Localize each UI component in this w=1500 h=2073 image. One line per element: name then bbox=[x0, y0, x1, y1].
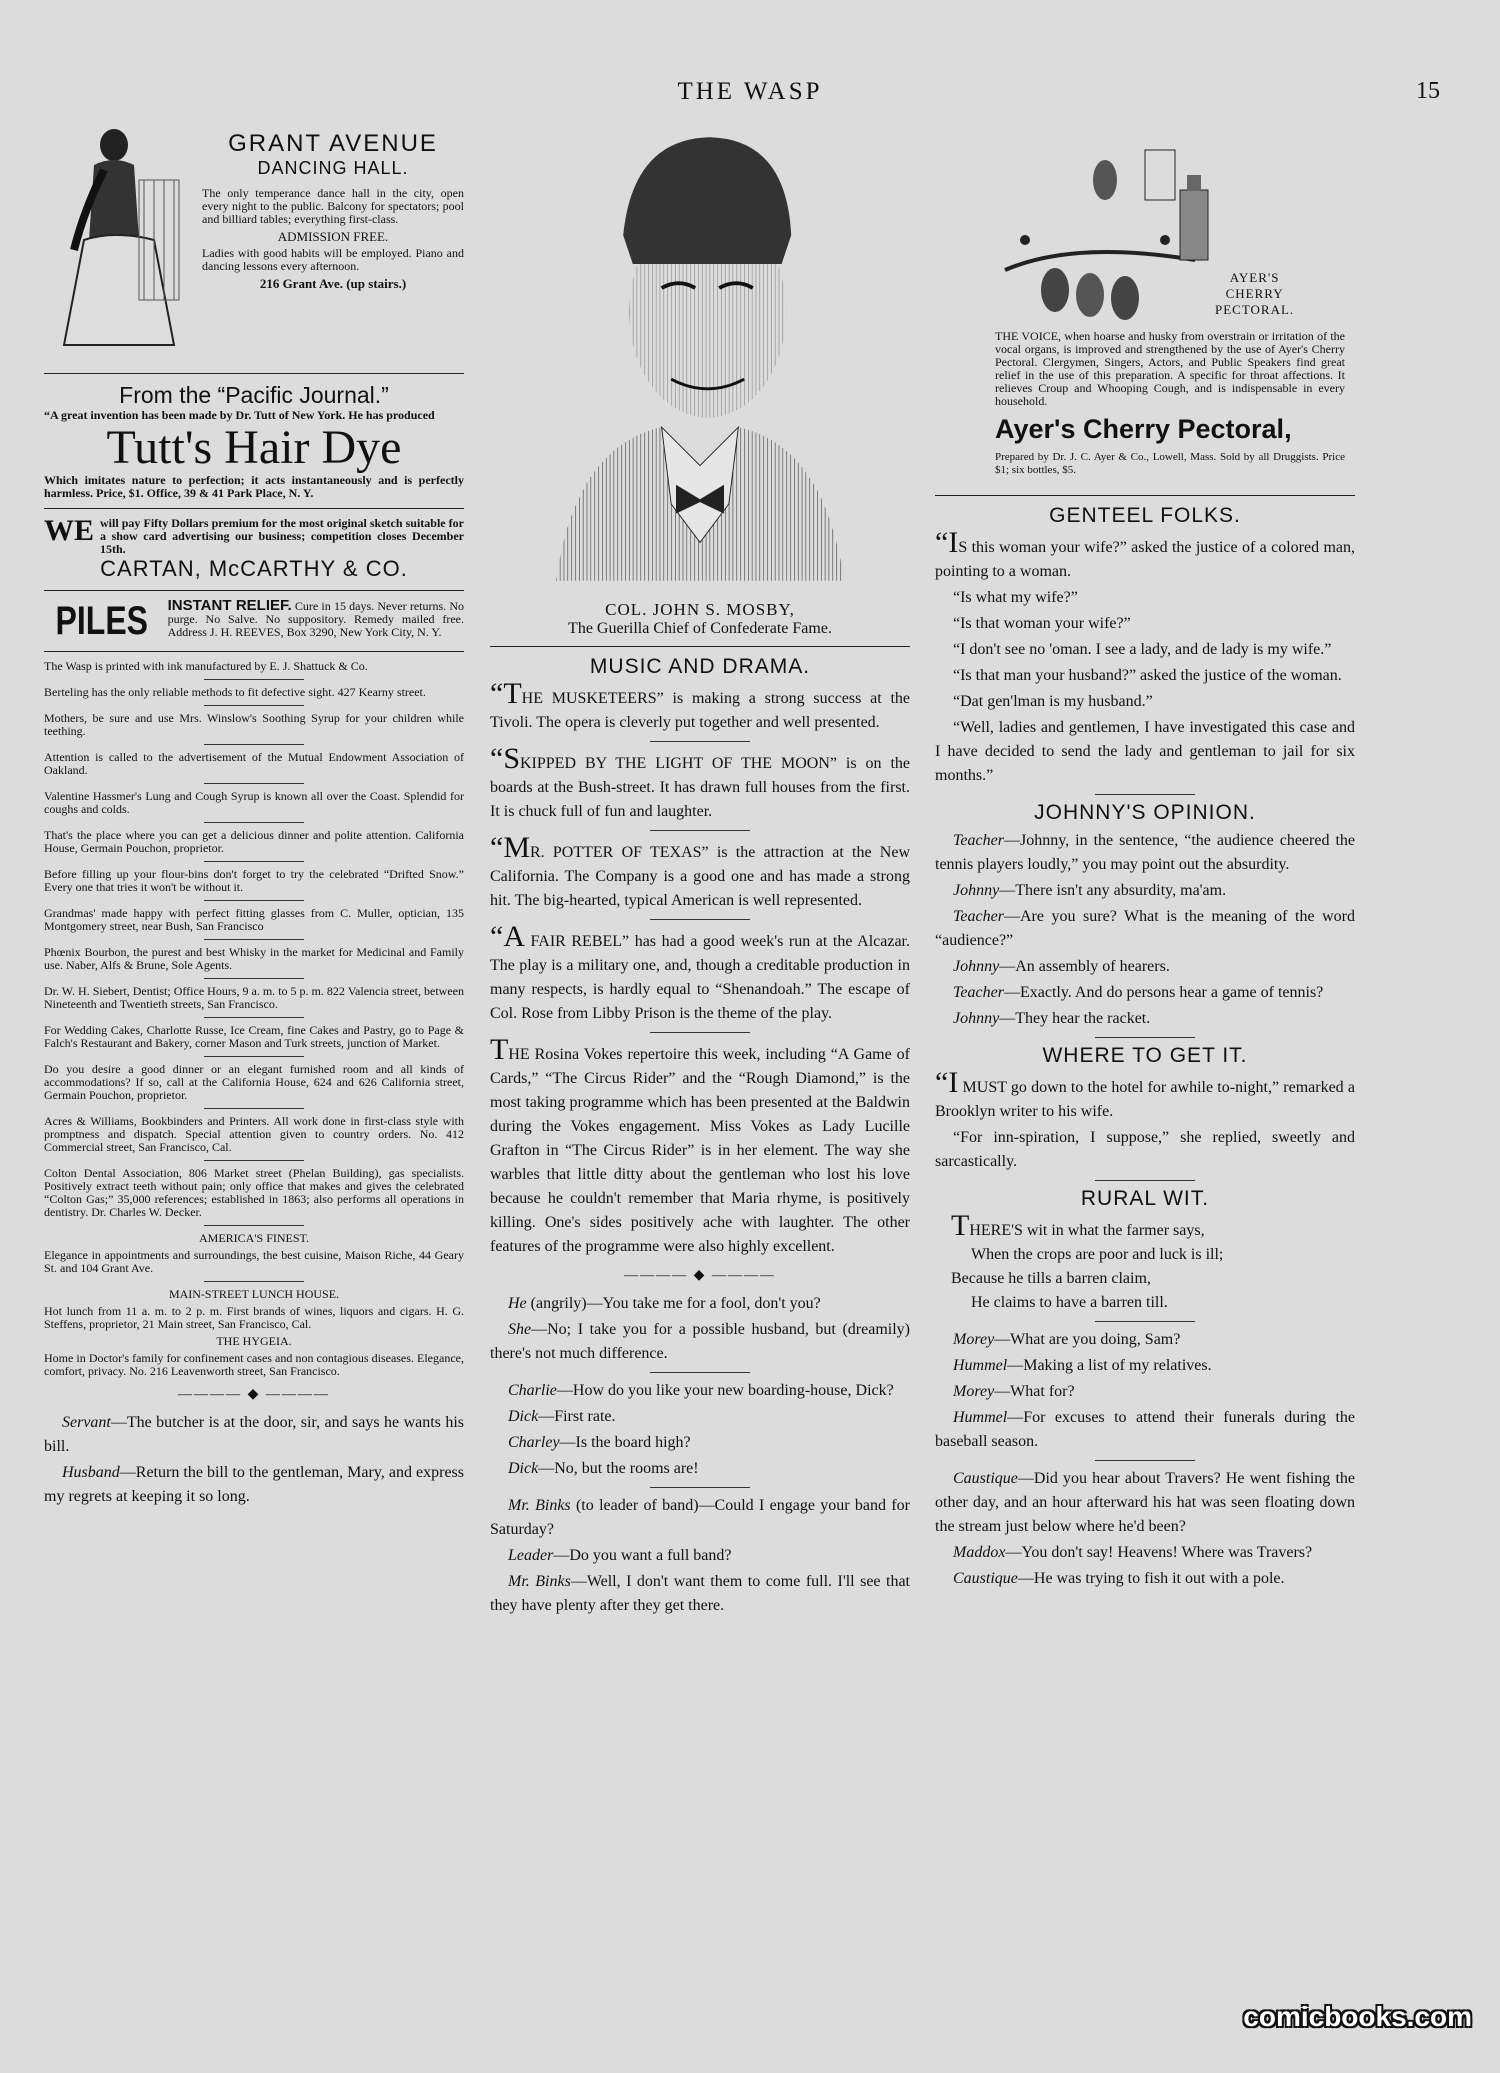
mosby-portrait bbox=[550, 120, 850, 600]
watermark: comicbooks.com bbox=[1243, 2001, 1472, 2032]
page-number: 15 bbox=[1416, 78, 1440, 104]
notice-item: Do you desire a good dinner or an elegant furnished room and all kinds of accommodations? If so, call at the California House, 624 and 626 California street, Germain Pouchon, proprietor. bbox=[44, 1062, 464, 1102]
grant-address: 216 Grant Ave. (up stairs.) bbox=[259, 276, 407, 291]
heading-music-drama: MUSIC AND DRAMA. bbox=[589, 655, 811, 678]
notice-item: That's the place where you can get a delicious dinner and polite attention. California House, Germain Pouchon, proprietor. bbox=[44, 828, 464, 855]
dancing-couple-illustration bbox=[44, 120, 194, 350]
notice-list bbox=[44, 660, 464, 1378]
joke-caustique: Caustique—Did you hear about Travers? He went fishing the other day, and an hour afterward his hat was seen floating down the stream just below where he'd been? Maddox—You don't say! Heavens! Where was Travers? Caustique—He was trying to fish it out with a pole. bbox=[935, 1470, 1355, 1587]
ayer-body: THE VOICE, when hoarse and husky from overstrain or irritation of the vocal organs, is improved and strengthened by the use of Ayer's Cherry Pectoral. Clergymen, Singers, Actors, and Public Speakers find great relief in the use of this preparation. A specific for throat affections. It relieves Croup and Whooping Cough, and is indispensable in every household. bbox=[995, 329, 1345, 408]
joke-servant: Servant—The butcher is at the door, sir, and says he wants his bill. Husband—Return the bill to the gentleman, Mary, and express my regrets at keeping it so long. bbox=[44, 1414, 464, 1505]
notice-item: Dr. W. H. Siebert, Dentist; Office Hours, 9 a. m. to 5 p. m. 822 Valencia street, between Nineteenth and Twentieth streets, San Francisco. bbox=[44, 984, 464, 1011]
piles-title: PILES bbox=[55, 599, 149, 643]
tutt-source: From the “Pacific Journal.” bbox=[119, 382, 389, 408]
birds-bottle-illustration bbox=[995, 120, 1215, 330]
running-title: THE WASP bbox=[677, 78, 823, 105]
ornament-divider: ———— ◆ ———— bbox=[624, 1268, 776, 1283]
cartan-name: CARTAN, McCARTHY & CO. bbox=[100, 556, 408, 581]
heading-where: WHERE TO GET IT. bbox=[1042, 1044, 1248, 1067]
mainst-title: MAIN-STREET LUNCH HOUSE. bbox=[168, 1287, 340, 1301]
column-drama bbox=[490, 120, 910, 1620]
ad-grant-avenue bbox=[44, 120, 464, 365]
ayer-footer: Prepared by Dr. J. C. Ayer & Co., Lowell, Mass. Sold by all Druggists. Price $1; six bottles, $5. bbox=[995, 451, 1345, 476]
notice-item: Grandmas' made happy with perfect fitting glasses from C. Muller, optician, 135 Montgomery street, near Bush, San Francisco bbox=[44, 906, 464, 933]
heading-genteel: GENTEEL FOLKS. bbox=[1049, 504, 1241, 527]
ayer-title: Ayer's Cherry Pectoral, bbox=[995, 414, 1292, 444]
joke-morey: Morey—What are you doing, Sam? Hummel—Making a list of my relatives. Morey—What for? Hummel—For excuses to attend their funerals during the baseball season. bbox=[935, 1331, 1355, 1450]
ad-cartan bbox=[44, 514, 464, 582]
hygeia-title: THE HYGEIA. bbox=[216, 1334, 292, 1348]
ayer-label-2: CHERRY bbox=[1225, 286, 1284, 301]
notice-item: Attention is called to the advertisement of the Mutual Endowment Association of Oakland. bbox=[44, 750, 464, 777]
grant-title: GRANT AVENUE bbox=[228, 130, 438, 157]
johnny-article: Teacher—Johnny, in the sentence, “the audience cheered the tennis players loudly,” you may point out the absurdity. Johnny—There isn't any absurdity, ma'am. Teacher—Are you sure? What is the meaning of the word “audience?” Johnny—An assembly of hearers. Teacher—Exactly. And do persons hear a game of tennis? Johnny—They hear the racket. bbox=[935, 832, 1355, 1027]
column-ads bbox=[44, 120, 464, 1511]
joke-boarding: Charlie—How do you like your new boarding-house, Dick? Dick—First rate. Charley—Is the board high? Dick—No, but the rooms are! bbox=[508, 1382, 894, 1477]
ad-piles bbox=[44, 599, 464, 643]
where-article: “I MUST go down to the hotel for awhile to-night,” remarked a Brooklyn writer to his wife. “For inn-spiration, I suppose,” she replied, sweetly and sarcastically. bbox=[935, 1066, 1355, 1170]
notice-item: Before filling up your flour-bins don't forget to try the celebrated “Drifted Snow.” Every one that tries it won't be without it. bbox=[44, 867, 464, 894]
ad-tutt bbox=[44, 382, 464, 500]
grant-subtitle: DANCING HALL. bbox=[257, 158, 409, 178]
cartan-body: will pay Fifty Dollars premium for the most original sketch suitable for a show card advertising our business; competition closes December 15th. bbox=[100, 516, 464, 556]
notice-item: The Wasp is printed with ink manufactured by E. J. Shattuck & Co. bbox=[44, 659, 368, 673]
notice-item: Colton Dental Association, 806 Market street (Phelan Building), gas specialists. Positively extract teeth without pain; only office that makes and gives the celebrated “Colton Gas;” 35,000 references; established in 1863; also performs all operations in dentistry. Dr. Charles W. Decker. bbox=[44, 1166, 464, 1219]
ad-ayer bbox=[935, 120, 1355, 477]
mainst-body: Hot lunch from 11 a. m. to 2 p. m. First brands of wines, liquors and cigars. H. G. Steffens, proprietor, 21 Main street, San Francisco, Cal. bbox=[44, 1304, 464, 1331]
notice-item: For Wedding Cakes, Charlotte Russe, Ice Cream, fine Cakes and Pastry, go to Page & Falch's Restaurant and Bakery, corner Mason and Turk streets, junction of Market. bbox=[44, 1023, 464, 1050]
cartan-we: WE bbox=[44, 514, 95, 547]
rural-verse: THERE'S wit in what the farmer says, When the crops are poor and luck is ill; Because he tills a barren claim, He claims to have a barren till. bbox=[951, 1209, 1224, 1311]
tutt-desc: Which imitates nature to perfection; it acts instantaneously and is perfectly harmless. Price, $1. Office, 39 & 41 Park Place, N. Y. bbox=[44, 473, 464, 500]
grant-body: The only temperance dance hall in the city, open every night to the public. Balcony for spectators; pool and billiard tables; everything first-class. bbox=[202, 186, 464, 226]
portrait-caption-name: COL. JOHN S. MOSBY, bbox=[605, 600, 795, 619]
column-humor bbox=[935, 120, 1355, 1593]
grant-admission: ADMISSION FREE. bbox=[277, 229, 389, 244]
tutt-intro: “A great invention has been made by Dr. Tutt of New York. He has produced bbox=[44, 408, 435, 422]
heading-rural: RURAL WIT. bbox=[1080, 1187, 1210, 1210]
heading-johnny: JOHNNY'S OPINION. bbox=[1034, 801, 1256, 824]
ayer-label-1: AYER'S bbox=[1229, 270, 1280, 285]
piles-lead: INSTANT RELIEF. bbox=[167, 597, 292, 614]
notice-item: Berteling has the only reliable methods to fit defective sight. 427 Kearny street. bbox=[44, 685, 426, 699]
notice-item: Acres & Williams, Bookbinders and Printers. All work done in first-class style with promptness and dispatch. Special attention given to country orders. No. 412 Commercial street, San Francisco, Cal. bbox=[44, 1114, 464, 1154]
notice-item: Valentine Hassmer's Lung and Cough Syrup is known all over the Coast. Splendid for coughs and colds. bbox=[44, 789, 464, 816]
portrait-caption-title: The Guerilla Chief of Confederate Fame. bbox=[568, 620, 832, 637]
tutt-title: Tutt's Hair Dye bbox=[106, 421, 402, 474]
hygeia-body: Home in Doctor's family for confinement cases and non contagious diseases. Elegance, comfort, privacy. No. 216 Leavenworth street, San Francisco. bbox=[44, 1351, 464, 1378]
ayer-label-3: PECTORAL. bbox=[1215, 302, 1295, 317]
joke-fool: He (angrily)—You take me for a fool, don't you? She—No; I take you for a possible husband, but (dreamily) there's not much difference. bbox=[490, 1295, 910, 1362]
america-title: AMERICA'S FINEST. bbox=[199, 1231, 309, 1245]
drama-article: “THE MUSKETEERS” is making a strong success at the Tivoli. The opera is cleverly put together and well presented. “SKIPPED BY THE LIGHT OF THE MOON” is on the boards at the Bush-street. It has drawn full houses from the first. It is chuck full of fun and laughter. “MR. POTTER OF TEXAS” is the attraction at the New California. The Company is a good one and has made a strong hit. The big-hearted, typical American is well represented. “A FAIR REBEL” has had a good week's run at the Alcazar. The play is a military one, and, though a creditable production in many respects, is hardly equal to “Shenandoah.” The escape of Col. Rose from Libby Prison is the theme of the play. THE Rosina Vokes repertoire this week, including “A Game of Cards,” “The Circus Rider” and the “Rough Diamond,” is the most taking programme which has been presented at the Baldwin during the Vokes engagement. Miss Vokes as Lady Lucille Grafton in “The Circus Rider” is in her element. The way she warbles that little ditty about the gentleman who lost his love because he couldn't remember that Maria rhyme, is positively killing. One's sides positively ache with laughter. The other features of the programme were also highly excellent. bbox=[490, 677, 910, 1255]
genteel-article: “IS this woman your wife?” asked the justice of a colored man, pointing to a woman. “Is what my wife?” “Is that woman your wife?” “I don't see no 'oman. I see a lady, and de lady is my wife.” “Is that man your husband?” asked the justice of the woman. “Dat gen'lman is my husband.” “Well, ladies and gentlemen, I have investigated this case and I have decided to send the lady and gentleman to jail for six months.” bbox=[935, 526, 1355, 784]
america-body: Elegance in appointments and surroundings, the best cuisine, Maison Riche, 44 Geary St. and 104 Grant Ave. bbox=[44, 1248, 464, 1275]
grant-ladies: Ladies with good habits will be employed. Piano and dancing lessons every afternoon. bbox=[202, 246, 464, 273]
notice-item: Phœnix Bourbon, the purest and best Whisky in the market for Medicinal and Family use. Naber, Alfs & Brune, Sole Agents. bbox=[44, 945, 464, 972]
ornament-divider: ———— ◆ ———— bbox=[178, 1387, 330, 1402]
piles-body: Cure in 15 days. Never returns. No purge. No Salve. No suppository. Remedy mailed free. Address J. H. REEVES, Box 3290, New York City, N. Y. bbox=[167, 599, 465, 639]
notice-item: Mothers, be sure and use Mrs. Winslow's Soothing Syrup for your children while teething. bbox=[44, 711, 464, 738]
joke-band: Mr. Binks (to leader of band)—Could I engage your band for Saturday? Leader—Do you want a full band? Mr. Binks—Well, I don't want them to come full. I'll see that they have plenty after they get there. bbox=[490, 1497, 910, 1614]
